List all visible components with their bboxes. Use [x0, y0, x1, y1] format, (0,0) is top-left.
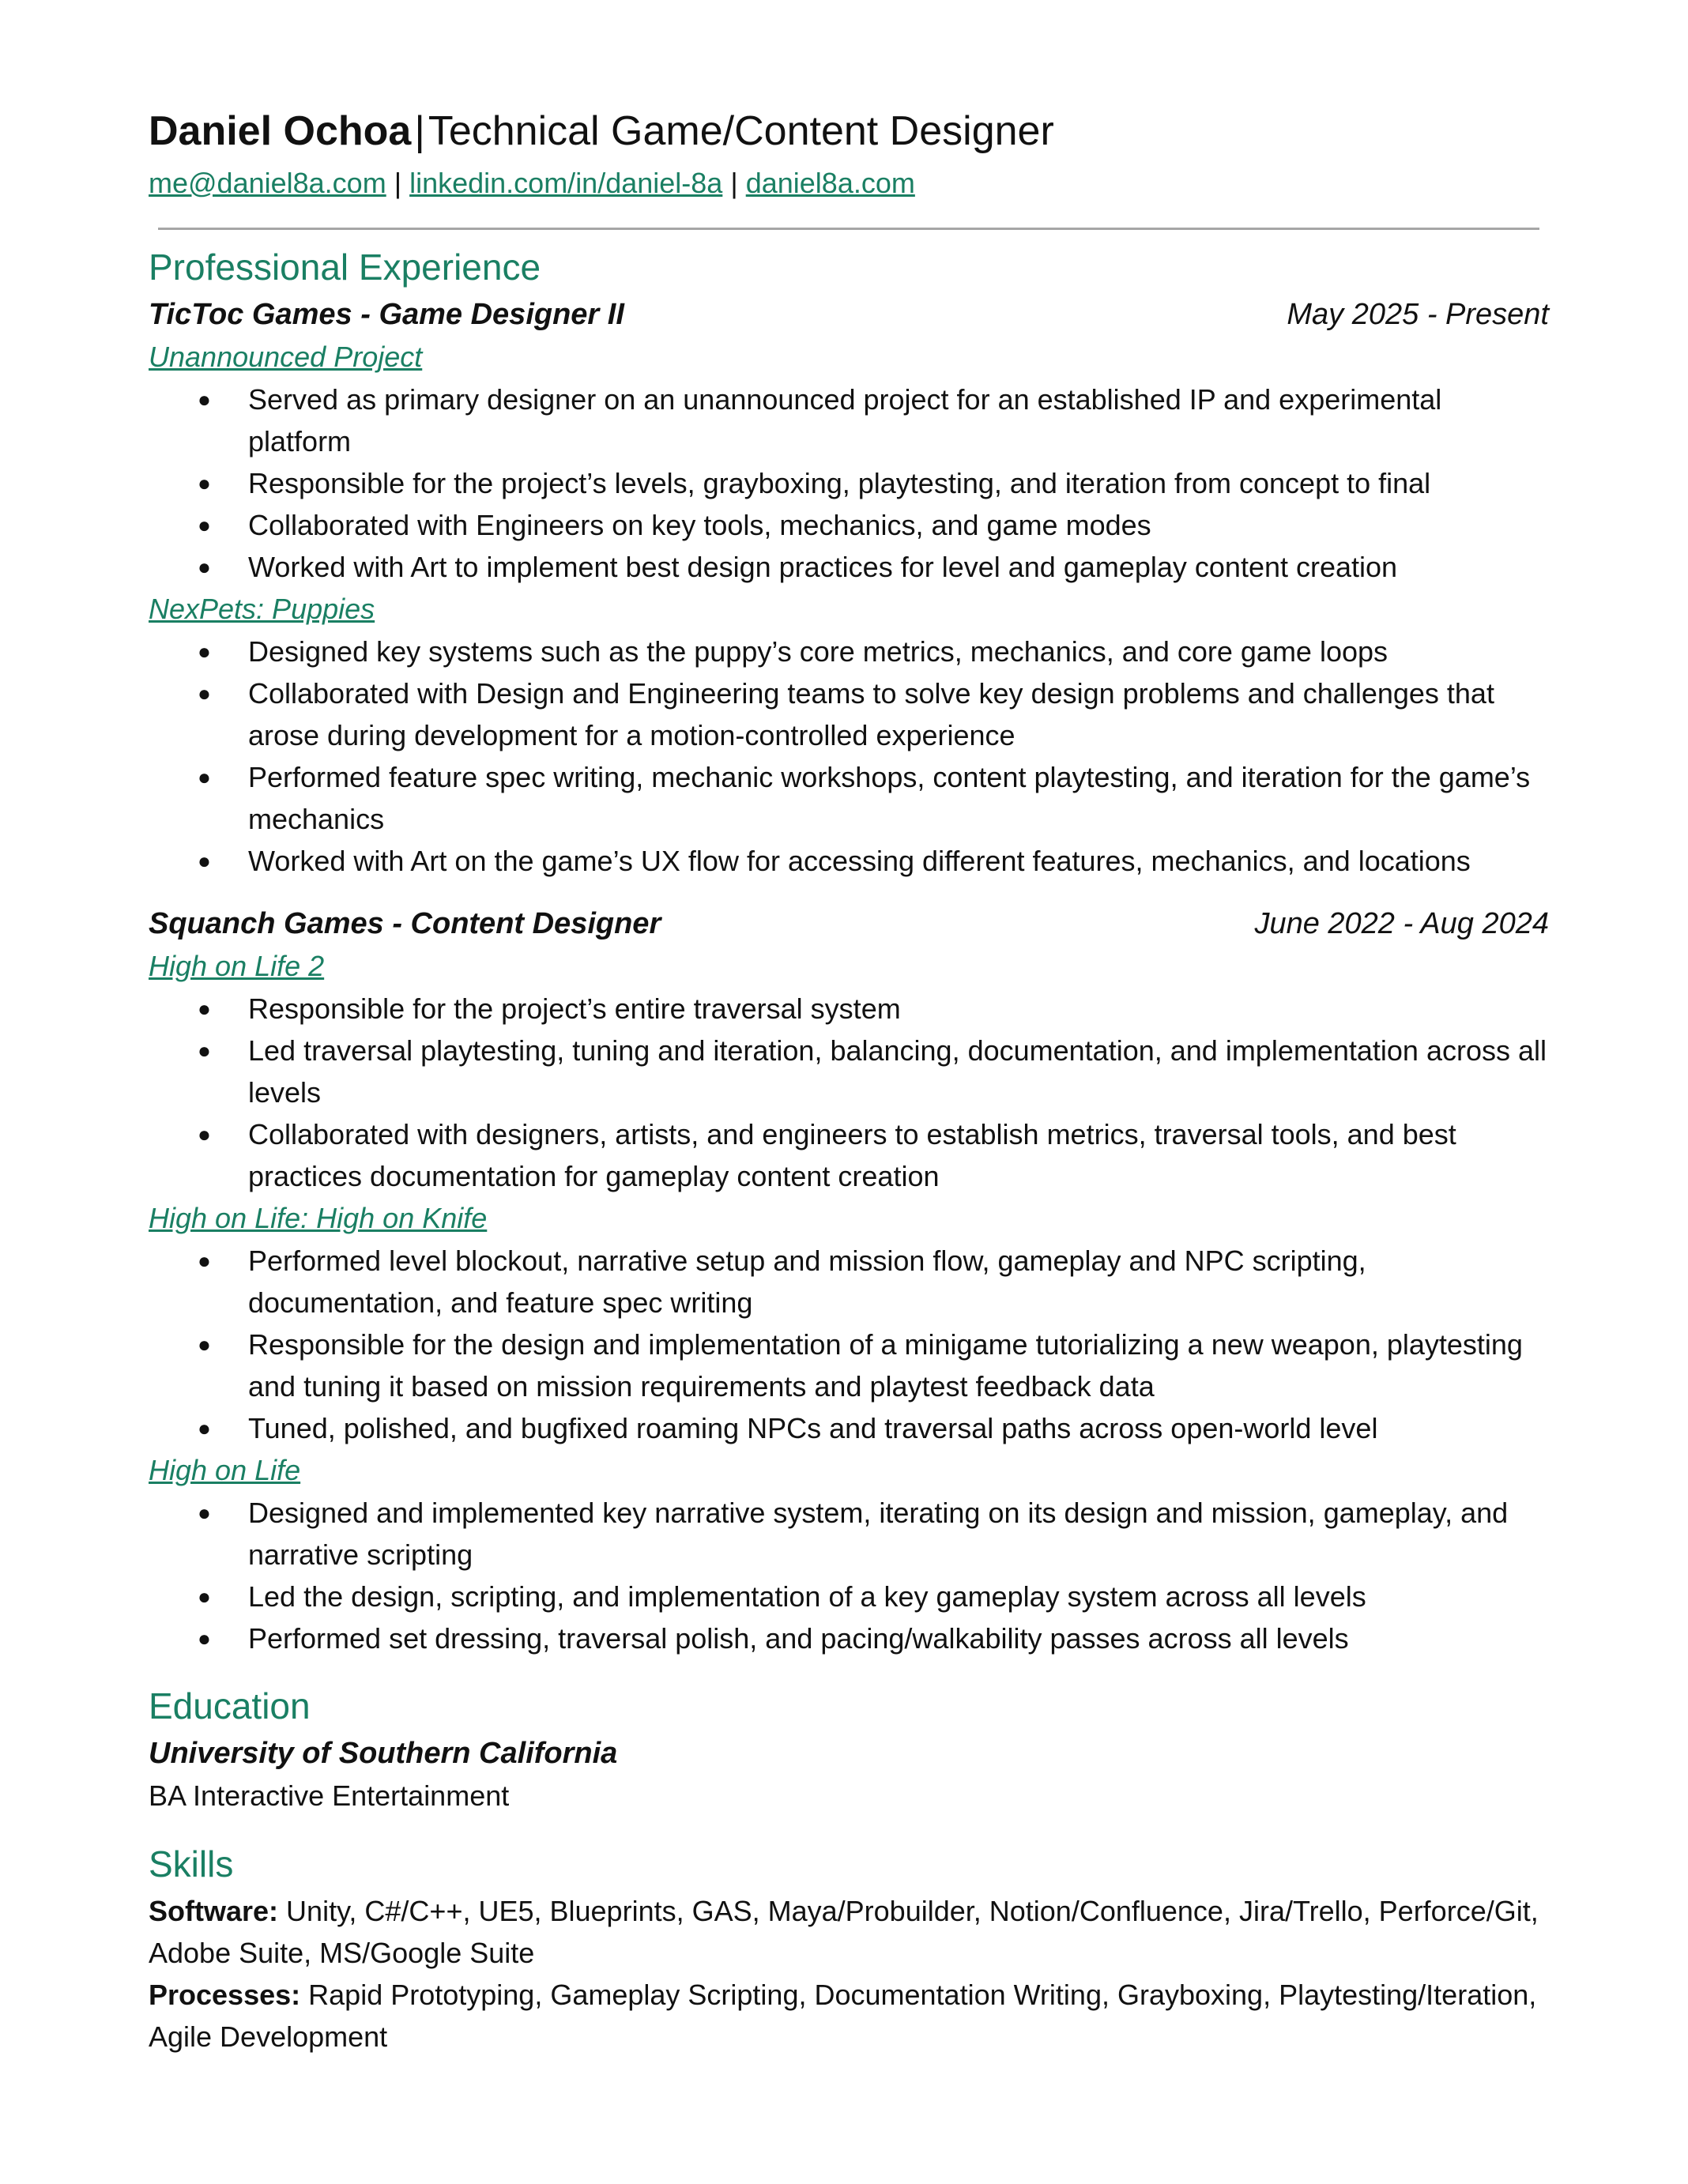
project-link[interactable]: High on Life [149, 1454, 301, 1486]
contact-line [149, 161, 1549, 205]
list-item: ● Collaborated with Design and Engineering teams to solve key design problems and challenges that arose during development for a motion-controlled experience [149, 672, 1549, 756]
candidate-name: Daniel Ochoa [149, 108, 412, 154]
list-item: ● Responsible for the project’s levels, grayboxing, playtesting, and iteration from concept to final [149, 462, 1549, 504]
bullet-list [149, 1492, 1549, 1659]
skills-processes-label: Processes: [149, 1979, 301, 2011]
list-item: ● Performed level blockout, narrative setup and mission flow, gameplay and NPC scripting, documentation, and feature spec writing [149, 1240, 1549, 1324]
section-heading-experience: Professional Experience [149, 247, 541, 288]
bullet-list [149, 988, 1549, 1197]
contact-separator: | [730, 167, 738, 199]
linkedin-link[interactable]: linkedin.com/in/daniel-8a [409, 167, 723, 199]
job-dates: June 2022 - Aug 2024 [1254, 907, 1549, 940]
spacer [149, 1659, 1549, 1680]
list-item: ● Worked with Art on the game’s UX flow for accessing different features, mechanics, and locations [149, 840, 1549, 882]
list-item: ● Led the design, scripting, and implementation of a key gameplay system across all levels [149, 1576, 1549, 1617]
website-link[interactable]: daniel8a.com [745, 167, 915, 199]
project-link[interactable]: Unannounced Project [149, 341, 423, 373]
project-link[interactable]: High on Life: High on Knife [149, 1202, 488, 1234]
job-title: Squanch Games - Content Designer [149, 907, 661, 940]
section-heading-skills: Skills [149, 1843, 234, 1885]
list-item: ● Responsible for the design and implementation of a minigame tutorializing a new weapon, playtesting and tuning it based on mission requirements and playtest feedback data [149, 1324, 1549, 1407]
degree: BA Interactive Entertainment [149, 1779, 510, 1812]
skills-software-label: Software: [149, 1895, 279, 1927]
skills-software [149, 1890, 1549, 1974]
job-header [149, 293, 1549, 336]
list-item: ● Collaborated with designers, artists, and engineers to establish metrics, traversal tools, and best practices documentation for gameplay content creation [149, 1113, 1549, 1197]
school-name: University of Southern California [149, 1737, 618, 1770]
contact-separator: | [394, 167, 402, 199]
job-title: TicToc Games - Game Designer II [149, 298, 624, 331]
project-link[interactable]: NexPets: Puppies [149, 593, 375, 625]
skills-processes-value: Rapid Prototyping, Gameplay Scripting, Documentation Writing, Grayboxing, Playtesting/Iteration, Agile Development [149, 1979, 1537, 2053]
section-heading-education: Education [149, 1685, 311, 1726]
list-item: ● Collaborated with Engineers on key tools, mechanics, and game modes [149, 504, 1549, 546]
spacer [149, 882, 1549, 902]
list-item: ● Worked with Art to implement best design practices for level and gameplay content creation [149, 546, 1549, 588]
list-item: ● Designed and implemented key narrative system, iterating on its design and mission, gameplay, and narrative scripting [149, 1492, 1549, 1576]
skills-software-value: Unity, C#/C++, UE5, Blueprints, GAS, Maya/Probuilder, Notion/Confluence, Jira/Trello, Perforce/Git, Adobe Suite, MS/Google Suite [149, 1895, 1539, 1969]
title-separator: | [414, 108, 425, 154]
candidate-title: Technical Game/Content Designer [428, 108, 1054, 154]
header [149, 101, 1549, 161]
list-item: ● Responsible for the project’s entire traversal system [149, 988, 1549, 1030]
list-item: ● Performed feature spec writing, mechanic workshops, content playtesting, and iteration for the game’s mechanics [149, 756, 1549, 840]
skills-processes [149, 1974, 1549, 2058]
list-item: ● Tuned, polished, and bugfixed roaming NPCs and traversal paths across open-world level [149, 1407, 1549, 1449]
list-item: ● Served as primary designer on an unannounced project for an established IP and experimental platform [149, 378, 1549, 462]
spacer [149, 1817, 1549, 1838]
list-item: ● Designed key systems such as the puppy’s core metrics, mechanics, and core game loops [149, 631, 1549, 672]
email-link[interactable]: me@daniel8a.com [149, 167, 386, 199]
job-dates: May 2025 - Present [1287, 298, 1549, 331]
list-item: ● Performed set dressing, traversal polish, and pacing/walkability passes across all levels [149, 1617, 1549, 1659]
bullet-list [149, 1240, 1549, 1449]
resume-content [149, 101, 1549, 2058]
project-link[interactable]: High on Life 2 [149, 950, 325, 982]
bullet-list [149, 631, 1549, 882]
list-item: ● Led traversal playtesting, tuning and iteration, balancing, documentation, and implementation across all levels [149, 1030, 1549, 1113]
bullet-list [149, 378, 1549, 588]
job-header [149, 902, 1549, 945]
header-divider [158, 228, 1539, 230]
